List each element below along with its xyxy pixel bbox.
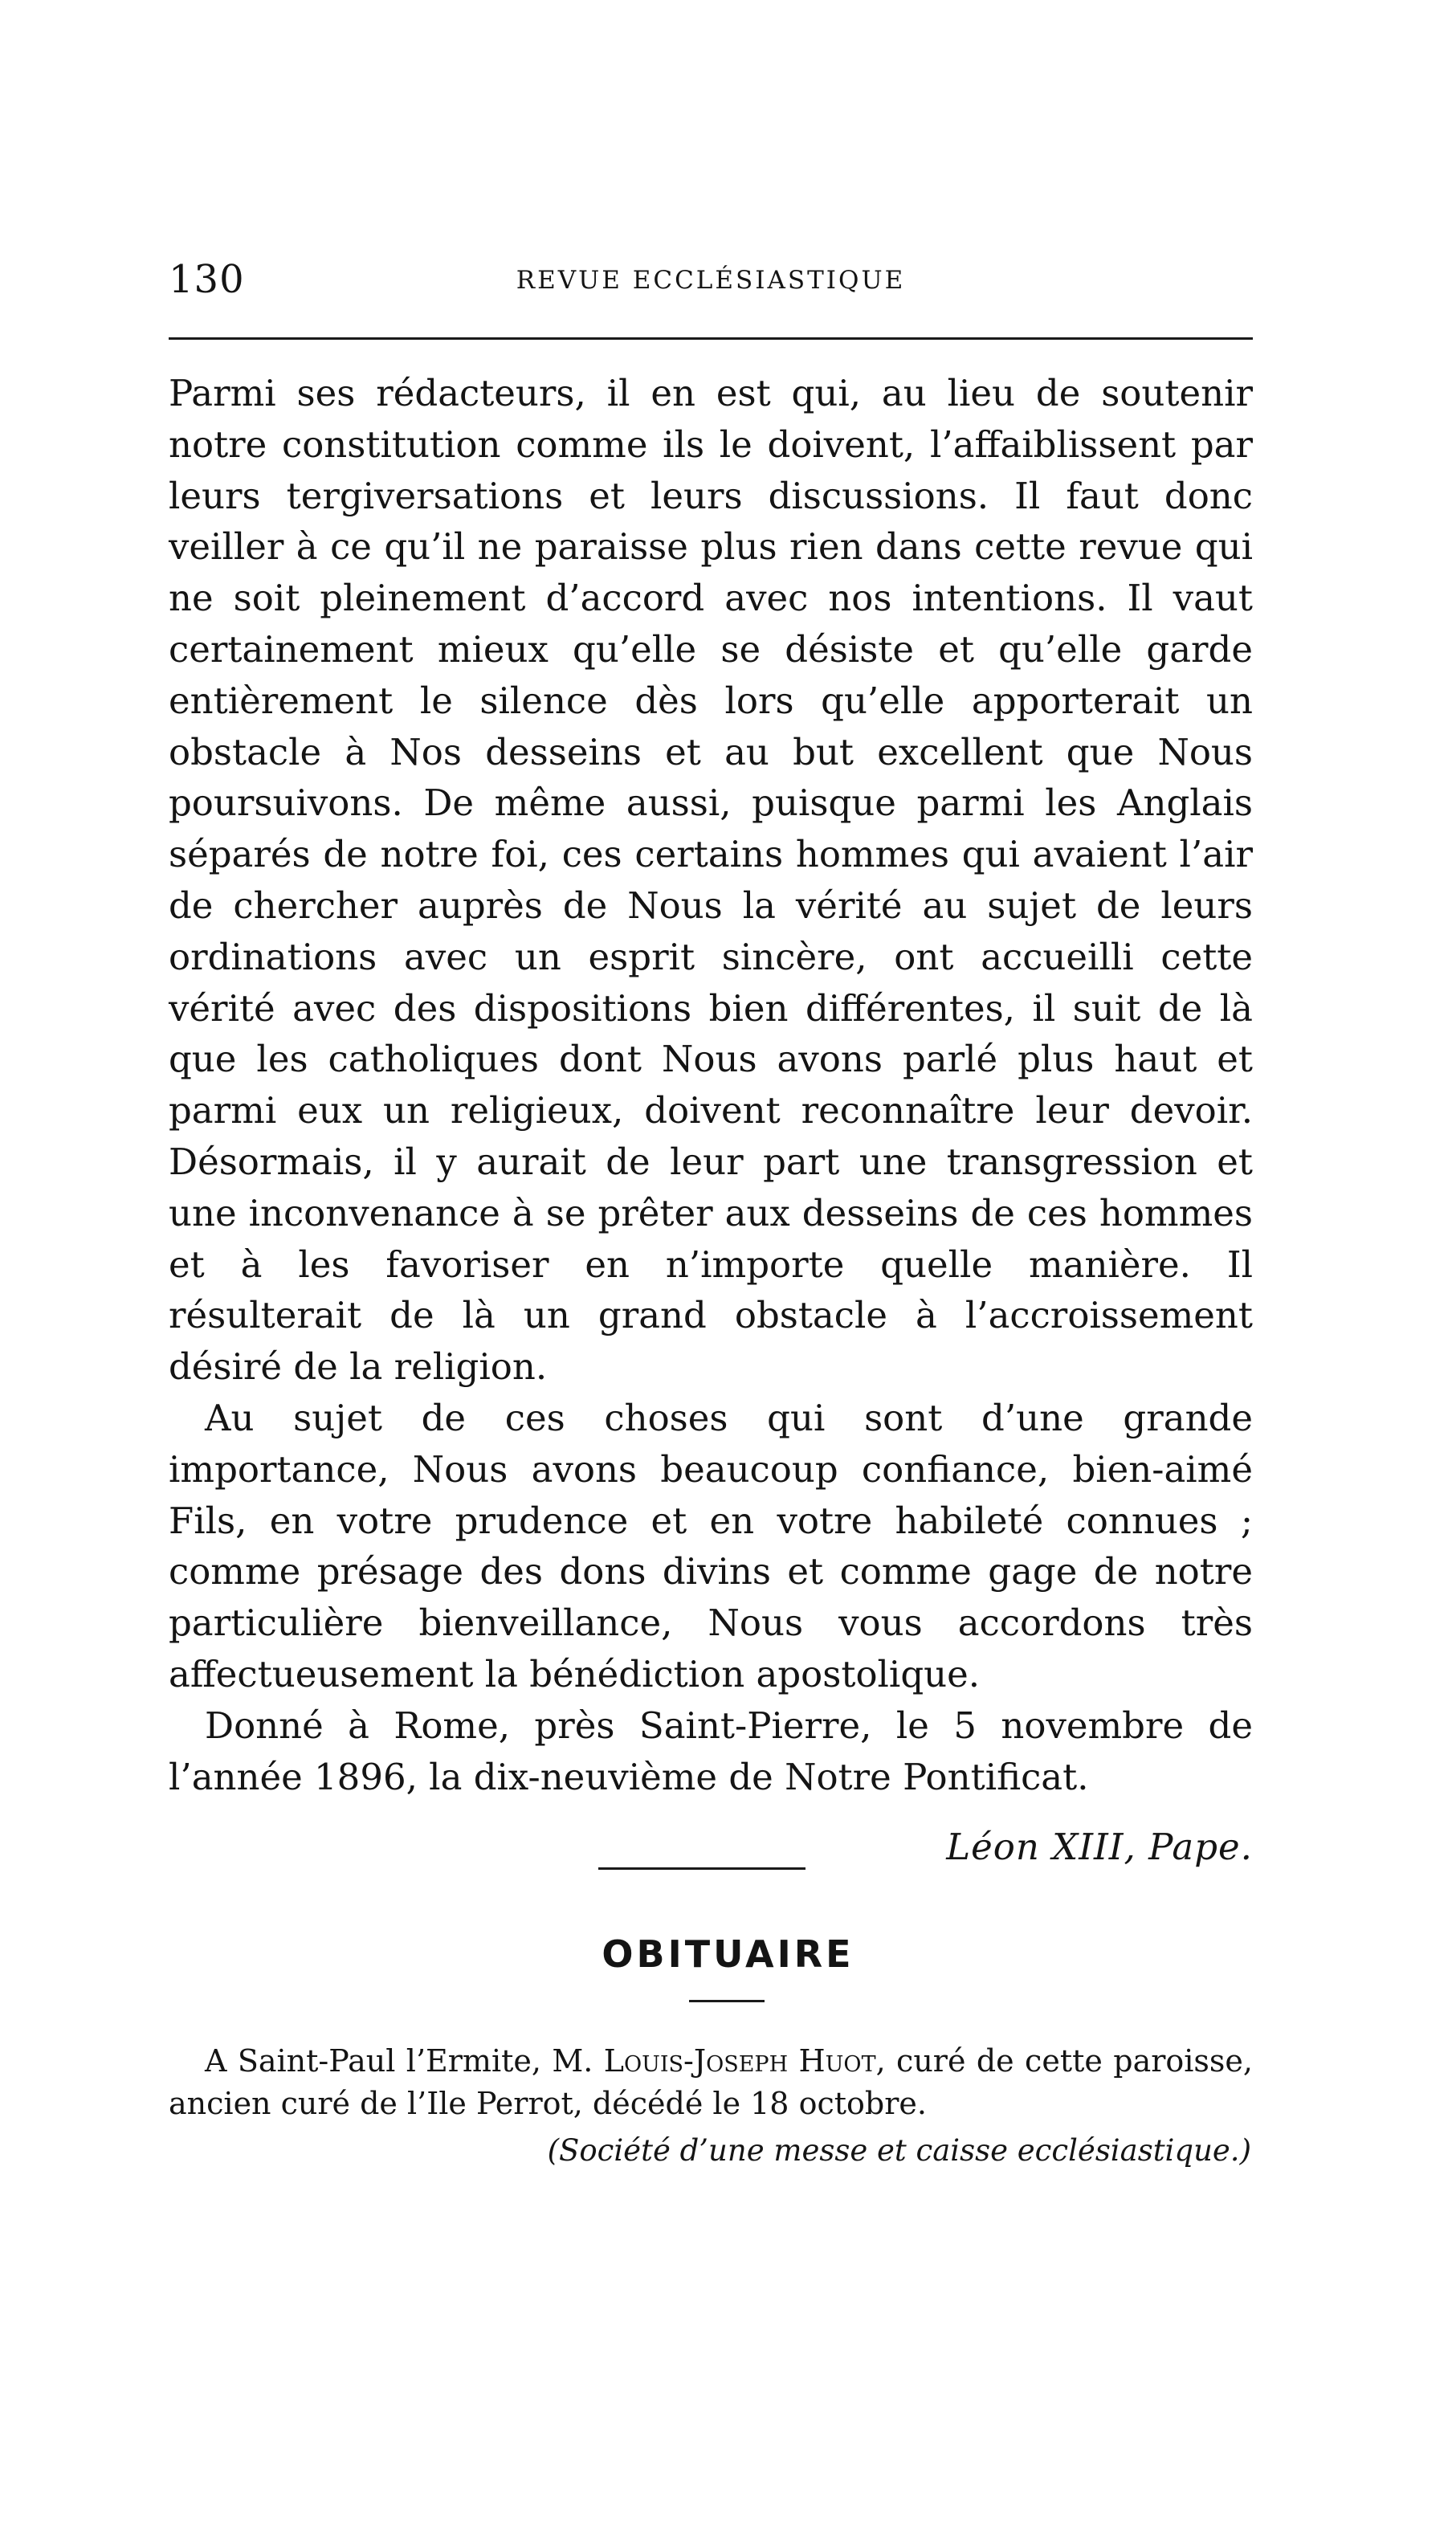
obituary-prefix: A Saint-Paul l’Ermite, M. bbox=[205, 2043, 604, 2079]
paragraph: Au sujet de ces choses qui sont d’une grande importance, Nous avons beaucoup confiance, bien-aimé Fils, en votre prudence et en votre habileté connues ; comme présage des dons divins et comme gage de notre particulière bienveillance, Nous vous accordons très affectueusement la bénédiction apostolique. bbox=[169, 1396, 1253, 1695]
obituary-source: (Société d’une messe et caisse ecclésiastique.) bbox=[547, 2133, 1251, 2168]
signature-rule bbox=[598, 1867, 805, 1870]
obituary-rule bbox=[689, 2000, 765, 2002]
header-rule bbox=[169, 337, 1253, 340]
signature: Léon XIII, Pape. bbox=[946, 1826, 1253, 1868]
paragraph: Donné à Rome, près Saint-Pierre, le 5 novembre de l’année 1896, la dix-neuvième de Notre Pontificat. bbox=[169, 1704, 1253, 1798]
obituary-paragraph bbox=[169, 2040, 1253, 2125]
obituary-entry bbox=[169, 2040, 1253, 2125]
page-header bbox=[169, 255, 1253, 304]
page-number: 130 bbox=[169, 257, 245, 302]
obituary-rest: , curé de cette paroisse, ancien curé de l’Ile Perrot, décédé le 18 octobre. bbox=[169, 2043, 1253, 2121]
signature-row bbox=[169, 1819, 1253, 1875]
obituary-name: Louis-Joseph Huot bbox=[603, 2043, 876, 2079]
body-text bbox=[169, 368, 1253, 1802]
obituary-heading: OBITUAIRE bbox=[602, 1932, 854, 1976]
running-title: REVUE ECCLÉSIASTIQUE bbox=[516, 266, 906, 295]
paragraph: Parmi ses rédacteurs, il en est qui, au lieu de soutenir notre constitution comme ils le doivent, l’affaiblissent par leurs tergiversations et leurs discussions. Il faut donc veiller à ce qu’il ne paraisse plus rien dans cette revue qui ne soit pleinement d’accord avec nos intentions. Il vaut certainement mieux qu’elle se désiste et qu’elle garde entièrement le silence dès lors qu’elle apporterait un obstacle à Nos desseins et au but excellent que Nous poursuivons. De même aussi, puisque parmi les Anglais séparés de notre foi, ces certains hommes qui avaient l’air de chercher auprès de Nous la vérité au sujet de leurs ordinations avec un esprit sincère, ont accueilli cette vérité avec des dispositions bien différentes, il suit de là que les catholiques dont Nous avons parlé plus haut et parmi eux un religieux, doivent reconnaître leur devoir. Désormais, il y aurait de leur part une transgression et une inconvenance à se prêter aux desseins de ces hommes et à les favoriser en n’importe quelle manière. Il résulterait de là un grand obstacle à l’accroissement désiré de la religion. bbox=[169, 372, 1253, 1389]
